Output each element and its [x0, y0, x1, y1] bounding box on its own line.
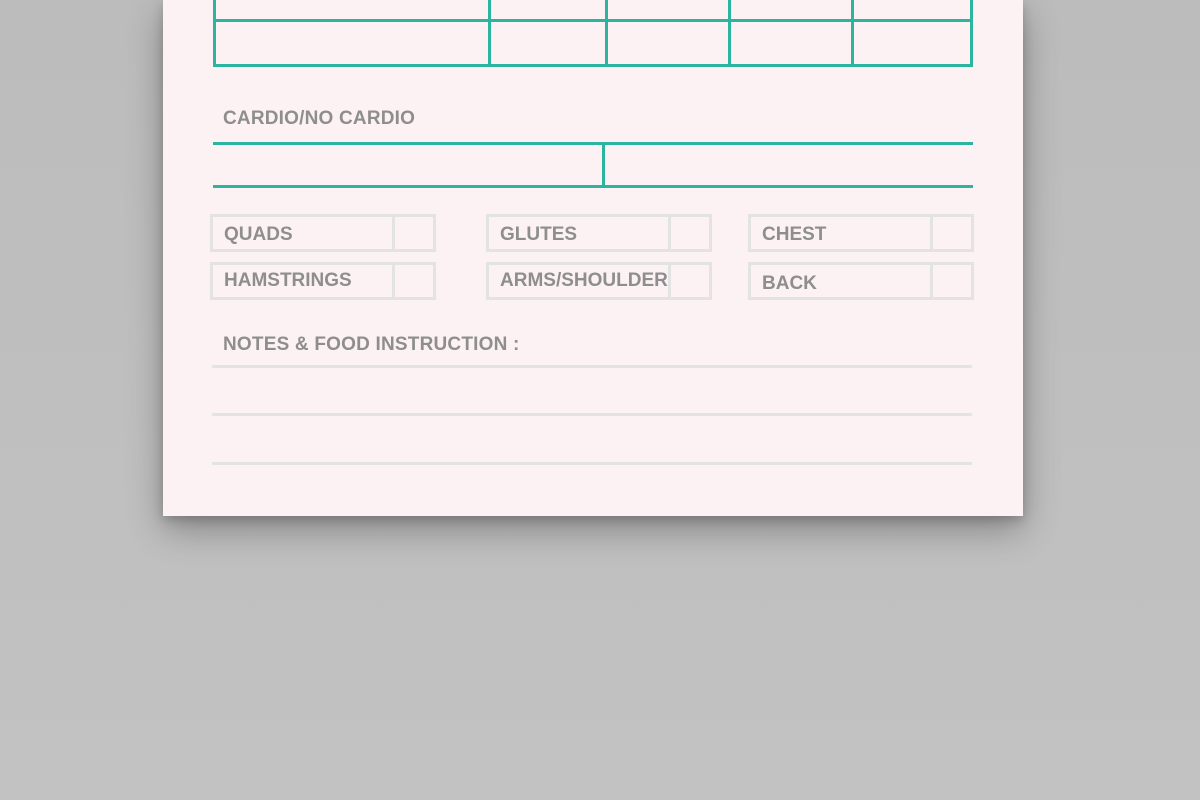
- notes-line[interactable]: [212, 365, 972, 368]
- table-divider: [488, 0, 491, 19]
- workout-sheet: [163, 0, 1023, 516]
- muscle-group-label: ARMS/SHOULDER: [500, 270, 668, 291]
- muscle-group-checkbox[interactable]: [392, 265, 433, 297]
- table-divider: [851, 0, 854, 19]
- muscle-group-checkbox[interactable]: [930, 217, 971, 249]
- table-divider: [728, 22, 731, 64]
- table-divider: [728, 0, 731, 19]
- notes-line[interactable]: [212, 413, 972, 416]
- notes-label: NOTES & FOOD INSTRUCTION :: [223, 334, 520, 355]
- table-divider: [488, 22, 491, 64]
- muscle-group-checkbox[interactable]: [930, 265, 971, 297]
- cardio-bottom-line: [213, 185, 973, 188]
- muscle-group-label: CHEST: [762, 224, 827, 245]
- muscle-group-back: [748, 262, 974, 300]
- muscle-group-checkbox[interactable]: [392, 217, 433, 249]
- cardio-label: CARDIO/NO CARDIO: [223, 108, 416, 129]
- cardio-field[interactable]: [216, 145, 602, 185]
- muscle-group-chest: [748, 214, 974, 252]
- table-divider: [605, 22, 608, 64]
- muscle-group-hamstrings: [210, 262, 436, 300]
- no-cardio-field[interactable]: [605, 145, 973, 185]
- table-divider: [851, 22, 854, 64]
- muscle-group-label: QUADS: [224, 224, 293, 245]
- muscle-group-checkbox[interactable]: [668, 265, 709, 297]
- muscle-group-label: GLUTES: [500, 224, 578, 245]
- muscle-group-checkbox[interactable]: [668, 217, 709, 249]
- muscle-group-label: BACK: [762, 273, 817, 294]
- muscle-group-label: HAMSTRINGS: [224, 270, 352, 291]
- workout-table-row: [213, 0, 973, 22]
- workout-table-row: [213, 22, 973, 67]
- notes-line[interactable]: [212, 462, 972, 465]
- table-divider: [605, 0, 608, 19]
- muscle-group-quads: [210, 214, 436, 252]
- muscle-group-arms-shoulder: [486, 262, 712, 300]
- muscle-group-glutes: [486, 214, 712, 252]
